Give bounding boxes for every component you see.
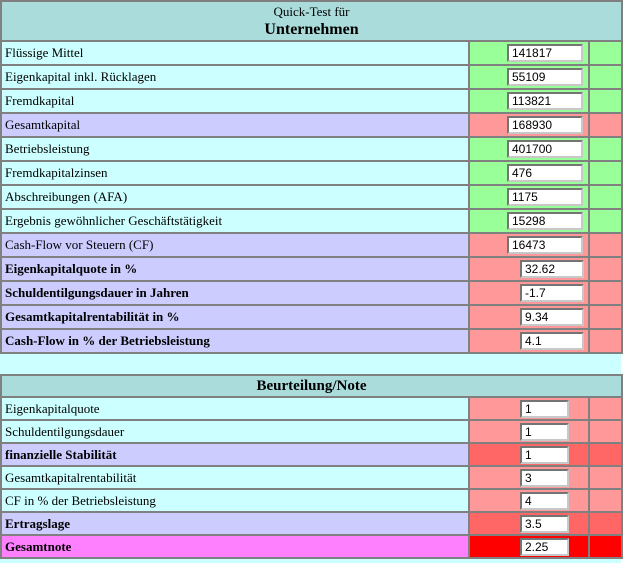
status-cell-left: [469, 329, 589, 353]
status-cell-right: [589, 535, 622, 558]
row-label: Abschreibungen (AFA): [1, 185, 469, 209]
row-label: Cash-Flow in % der Betriebsleistung: [1, 329, 469, 353]
title-line-1: Quick-Test für: [273, 3, 350, 19]
status-cell-left: [469, 185, 589, 209]
status-cell-right: [589, 420, 622, 443]
value-input[interactable]: [520, 284, 584, 302]
status-cell-right: [589, 305, 622, 329]
row-label: CF in % der Betriebsleistung: [1, 489, 469, 512]
row-label: Gesamtnote: [1, 535, 469, 558]
value-input[interactable]: [507, 116, 583, 134]
row-label: Fremdkapitalzinsen: [1, 161, 469, 185]
status-cell-left: [469, 305, 589, 329]
value-input[interactable]: [520, 332, 584, 350]
status-cell-left: [469, 397, 589, 420]
rating-title: Beurteilung/Note: [1, 375, 622, 397]
rating-header-row: [1, 375, 622, 397]
table-row: [1, 281, 622, 305]
table-row: [1, 305, 622, 329]
value-input[interactable]: [520, 538, 569, 556]
status-cell-right: [589, 466, 622, 489]
value-input[interactable]: [507, 68, 583, 86]
table-row: [1, 489, 622, 512]
table-row: [1, 329, 622, 353]
row-label: finanzielle Stabilität: [1, 443, 469, 466]
table-row: [1, 512, 622, 535]
status-cell-left: [469, 281, 589, 305]
row-label: Gesamtkapital: [1, 113, 469, 137]
table-row: [1, 65, 622, 89]
status-cell-right: [589, 489, 622, 512]
row-label: Schuldentilgungsdauer in Jahren: [1, 281, 469, 305]
status-cell-left: [469, 512, 589, 535]
value-input[interactable]: [520, 308, 584, 326]
table-row: [1, 397, 622, 420]
rating-table: [0, 374, 623, 559]
status-cell-left: [469, 137, 589, 161]
status-cell-right: [589, 185, 622, 209]
status-cell-left: [469, 443, 589, 466]
row-label: Eigenkapitalquote: [1, 397, 469, 420]
value-input[interactable]: [507, 140, 583, 158]
status-cell-right: [589, 257, 622, 281]
row-label: Ertragslage: [1, 512, 469, 535]
table-row: [1, 420, 622, 443]
status-cell-right: [589, 443, 622, 466]
status-cell-left: [469, 161, 589, 185]
status-cell-left: [469, 209, 589, 233]
status-cell-left: [469, 41, 589, 65]
value-input[interactable]: [520, 469, 569, 487]
status-cell-left: [469, 489, 589, 512]
status-cell-right: [589, 161, 622, 185]
table-row: [1, 535, 622, 558]
table-row: [1, 113, 622, 137]
status-cell-left: [469, 535, 589, 558]
status-cell-right: [589, 113, 622, 137]
value-input[interactable]: [507, 212, 583, 230]
status-cell-right: [589, 209, 622, 233]
row-label: Flüssige Mittel: [1, 41, 469, 65]
table-row: [1, 137, 622, 161]
status-cell-right: [589, 233, 622, 257]
value-input[interactable]: [507, 44, 583, 62]
table-row: [1, 185, 622, 209]
status-cell-left: [469, 89, 589, 113]
status-cell-right: [589, 41, 622, 65]
value-input[interactable]: [520, 423, 569, 441]
table-row: [1, 41, 622, 65]
table-row: [1, 257, 622, 281]
status-cell-right: [589, 512, 622, 535]
table-spacer: [0, 354, 621, 374]
status-cell-left: [469, 257, 589, 281]
table-row: [1, 89, 622, 113]
row-label: Betriebsleistung: [1, 137, 469, 161]
status-cell-right: [589, 137, 622, 161]
value-input[interactable]: [507, 236, 583, 254]
value-input[interactable]: [507, 188, 583, 206]
table-row: [1, 209, 622, 233]
title-line-2: Unternehmen: [264, 20, 359, 38]
row-label: Fremdkapital: [1, 89, 469, 113]
quick-test-title: [1, 1, 622, 41]
value-input[interactable]: [520, 515, 569, 533]
row-label: Gesamtkapitalrentabilität: [1, 466, 469, 489]
value-input[interactable]: [507, 92, 583, 110]
status-cell-left: [469, 466, 589, 489]
status-cell-left: [469, 420, 589, 443]
status-cell-right: [589, 329, 622, 353]
status-cell-left: [469, 233, 589, 257]
quick-test-header-row: [1, 1, 622, 41]
status-cell-right: [589, 281, 622, 305]
status-cell-left: [469, 65, 589, 89]
status-cell-left: [469, 113, 589, 137]
row-label: Schuldentilgungsdauer: [1, 420, 469, 443]
value-input[interactable]: [507, 164, 583, 182]
table-row: [1, 443, 622, 466]
value-input[interactable]: [520, 260, 584, 278]
status-cell-right: [589, 397, 622, 420]
status-cell-right: [589, 65, 622, 89]
row-label: Eigenkapital inkl. Rücklagen: [1, 65, 469, 89]
row-label: Cash-Flow vor Steuern (CF): [1, 233, 469, 257]
table-row: [1, 466, 622, 489]
row-label: Ergebnis gewöhnlicher Geschäftstätigkeit: [1, 209, 469, 233]
row-label: Eigenkapitalquote in %: [1, 257, 469, 281]
value-input[interactable]: [520, 400, 569, 418]
row-label: Gesamtkapitalrentabilität in %: [1, 305, 469, 329]
table-row: [1, 161, 622, 185]
status-cell-right: [589, 89, 622, 113]
table-row: [1, 233, 622, 257]
value-input[interactable]: [520, 446, 569, 464]
value-input[interactable]: [520, 492, 569, 510]
